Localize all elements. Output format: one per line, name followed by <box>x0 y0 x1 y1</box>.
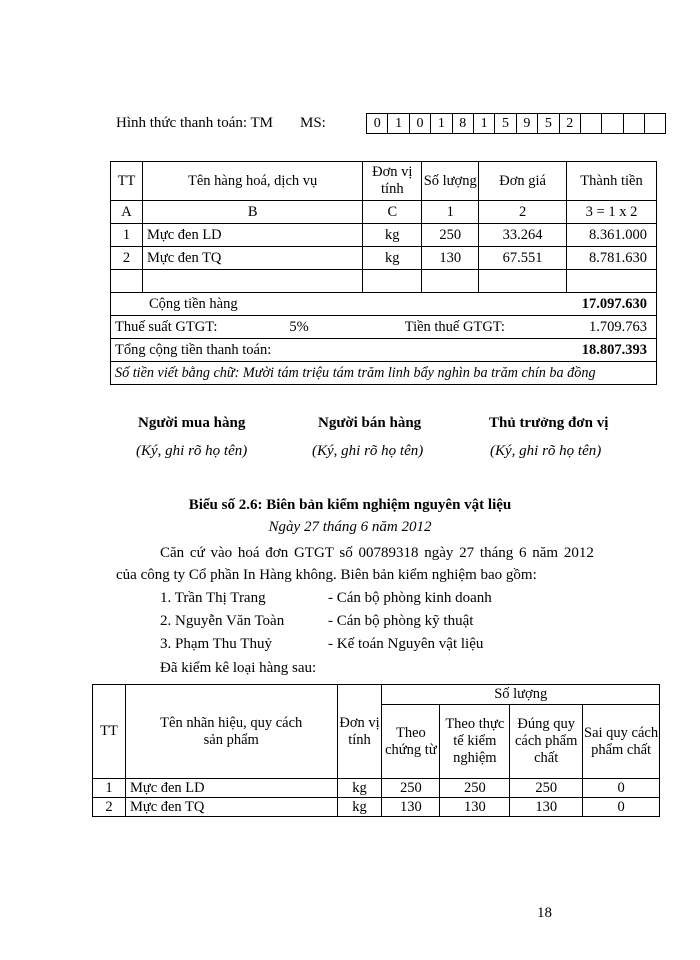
row-doc: 250 <box>382 779 440 798</box>
vat-rate-label: Thuế suất GTGT: <box>115 318 218 335</box>
header-nonconforming: Sai quy cách phẩm chất <box>583 705 660 779</box>
header-by-document: Theo chứng từ <box>382 705 440 779</box>
tax-code-digit: 1 <box>431 114 452 134</box>
row-tt: 1 <box>111 224 143 247</box>
row-unit: kg <box>337 798 382 817</box>
vat-rate: 5% <box>289 318 309 335</box>
tax-code-digit: 0 <box>409 114 430 134</box>
member-name: 3. Phạm Thu Thuỷ <box>160 636 272 652</box>
invoice-header-row <box>111 162 657 201</box>
row-tt: 1 <box>93 779 126 798</box>
row-ok: 130 <box>510 798 583 817</box>
row-price: 33.264 <box>479 224 567 247</box>
seller-signature-title: Người bán hàng <box>318 415 422 431</box>
page-number: 18 <box>537 905 552 921</box>
vat-row <box>111 316 657 339</box>
tax-code-digit: 9 <box>516 114 537 134</box>
tax-code-digit <box>602 114 623 134</box>
table-row <box>93 798 660 817</box>
code-cell: 3 = 1 x 2 <box>567 201 657 224</box>
subtotal-row <box>111 293 657 316</box>
inspection-intro: Đã kiểm kê loại hàng sau: <box>160 660 317 676</box>
row-name: Mực đen LD <box>142 224 362 247</box>
header-cell: Thành tiền <box>567 162 657 201</box>
section-date: Ngày 27 tháng 6 năm 2012 <box>268 519 432 535</box>
row-doc: 130 <box>382 798 440 817</box>
member-role: - Cán bộ phòng kỹ thuật <box>328 613 474 629</box>
row-bad: 0 <box>583 798 660 817</box>
header-cell: Tên hàng hoá, dịch vụ <box>142 162 362 201</box>
row-unit: kg <box>363 224 422 247</box>
tax-code-digit: 0 <box>367 114 388 134</box>
tax-code-digit: 2 <box>559 114 580 134</box>
member-role: - Cán bộ phòng kinh doanh <box>328 590 492 606</box>
header-name: Tên nhãn hiệu, quy cách sản phẩm <box>125 685 337 779</box>
amount-in-words-row <box>111 362 657 385</box>
paragraph-line-1: Căn cứ vào hoá đơn GTGT số 00789318 ngày 27 tháng 6 năm 2012 <box>160 545 594 561</box>
invoice-table <box>110 161 657 385</box>
code-cell: 1 <box>422 201 479 224</box>
member-name: 1. Trần Thị Trang <box>160 590 266 606</box>
table-row <box>111 224 657 247</box>
code-cell: B <box>142 201 362 224</box>
total-value: 18.807.393 <box>581 341 647 358</box>
tax-code-digit: 5 <box>538 114 559 134</box>
row-price: 67.551 <box>479 247 567 270</box>
vat-amount-label: Tiền thuế GTGT: <box>404 318 505 335</box>
header-tt: TT <box>93 685 126 779</box>
row-bad: 0 <box>583 779 660 798</box>
row-name: Mực đen TQ <box>142 247 362 270</box>
buyer-signature-title: Người mua hàng <box>138 415 246 431</box>
member-role: - Kế toán Nguyên vật liệu <box>328 636 484 652</box>
header-actual: Theo thực tế kiểm nghiệm <box>440 705 510 779</box>
head-signature-note: (Ký, ghi rõ họ tên) <box>490 443 602 459</box>
table-row <box>111 247 657 270</box>
vat-amount: 1.709.763 <box>588 318 647 335</box>
tax-code-boxes <box>366 113 666 134</box>
table-row <box>93 779 660 798</box>
row-actual: 250 <box>440 779 510 798</box>
inspection-table <box>92 684 660 817</box>
row-actual: 130 <box>440 798 510 817</box>
member-name: 2. Nguyễn Văn Toàn <box>160 613 285 629</box>
row-unit: kg <box>337 779 382 798</box>
subtotal-label: Cộng tiền hàng <box>149 295 238 312</box>
tax-code-digit <box>645 114 666 134</box>
paragraph-line-2: của công ty Cổ phần In Hàng không. Biên bản kiểm nghiệm bao gồm: <box>116 567 537 583</box>
empty-row <box>111 270 657 293</box>
code-cell: C <box>363 201 422 224</box>
total-label: Tổng cộng tiền thanh toán: <box>115 341 272 358</box>
header-cell: Số lượng <box>422 162 479 201</box>
amount-in-words: Số tiền viết bằng chữ: Mười tám triệu tám trăm linh bẩy nghìn ba trăm chín ba đồng <box>111 362 657 385</box>
header-unit: Đơn vị tính <box>337 685 382 779</box>
tax-code-digit: 1 <box>388 114 409 134</box>
header-conforming: Đúng quy cách phẩm chất <box>510 705 583 779</box>
payment-method-label: Hình thức thanh toán: TM <box>116 115 274 131</box>
invoice-code-row <box>111 201 657 224</box>
seller-signature-note: (Ký, ghi rõ họ tên) <box>312 443 424 459</box>
row-name: Mực đen LD <box>125 779 337 798</box>
subtotal-value: 17.097.630 <box>581 295 647 312</box>
row-unit: kg <box>363 247 422 270</box>
header-cell: TT <box>111 162 143 201</box>
code-cell: A <box>111 201 143 224</box>
row-ok: 250 <box>510 779 583 798</box>
tax-code-digit: 1 <box>473 114 494 134</box>
buyer-signature-note: (Ký, ghi rõ họ tên) <box>136 443 248 459</box>
tax-code-label: MS: <box>300 115 326 131</box>
code-cell: 2 <box>479 201 567 224</box>
total-row <box>111 339 657 362</box>
header-cell: Đơn giá <box>479 162 567 201</box>
tax-code-digit <box>580 114 601 134</box>
row-qty: 130 <box>422 247 479 270</box>
row-tt: 2 <box>111 247 143 270</box>
header-quantity: Số lượng <box>382 685 660 705</box>
row-amount: 8.361.000 <box>567 224 657 247</box>
row-name: Mực đen TQ <box>125 798 337 817</box>
section-title: Biểu số 2.6: Biên bản kiểm nghiệm nguyên vật liệu <box>188 497 512 513</box>
tax-code-digit: 8 <box>452 114 473 134</box>
tax-code-digit: 5 <box>495 114 516 134</box>
header-cell: Đơn vị tính <box>363 162 422 201</box>
row-amount: 8.781.630 <box>567 247 657 270</box>
row-tt: 2 <box>93 798 126 817</box>
row-qty: 250 <box>422 224 479 247</box>
tax-code-digit <box>623 114 644 134</box>
head-signature-title: Thủ trưởng đơn vị <box>489 415 609 431</box>
